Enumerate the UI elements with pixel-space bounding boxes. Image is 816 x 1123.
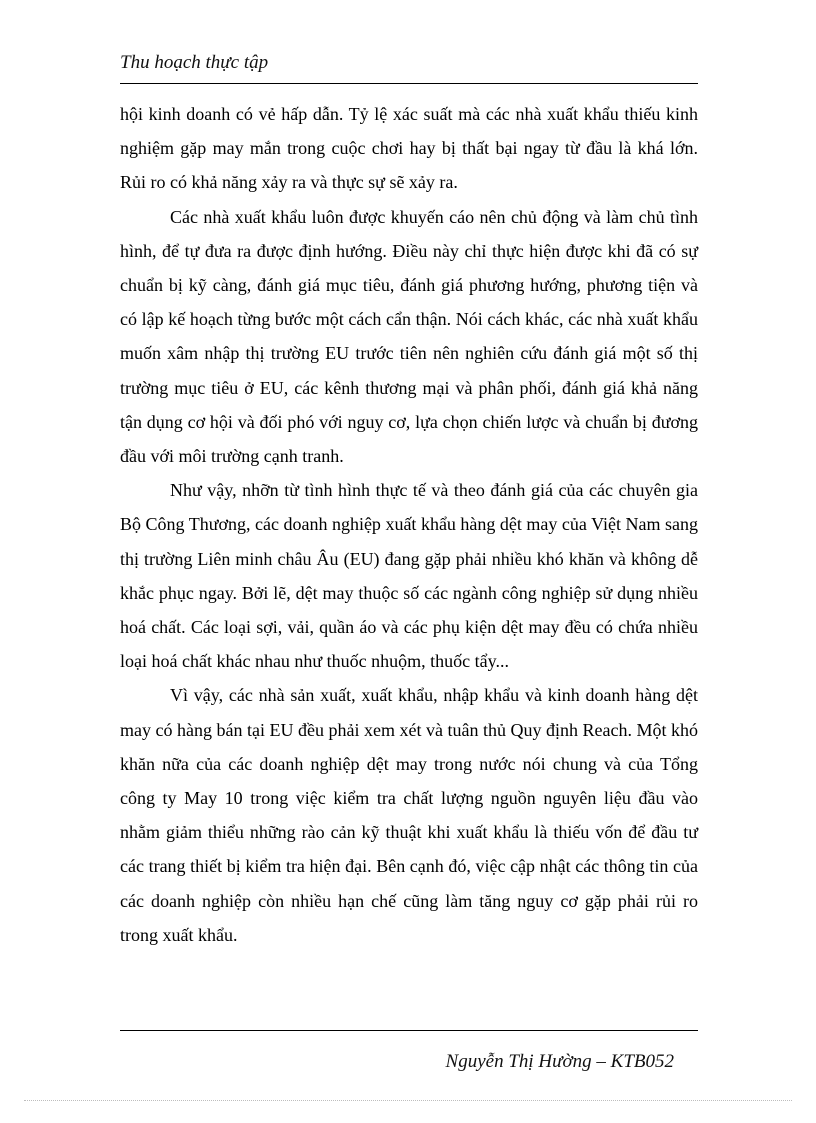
header-divider	[120, 83, 698, 84]
document-body	[120, 97, 698, 952]
footer-author: Nguyễn Thị Hường – KTB052	[445, 1051, 674, 1072]
page-header-title: Thu hoạch thực tập	[120, 52, 269, 73]
paragraph-exporter-advice: Các nhà xuất khẩu luôn được khuyến cáo nên chủ động và làm chủ tình hình, để tự đưa ra được định hướng. Điều này chỉ thực hiện được khi đã có sự chuẩn bị kỹ càng, đánh giá mục tiêu, đánh giá phương hướng, phương tiện và có lập kế hoạch từng bước một cách cẩn thận. Nói cách khác, các nhà xuất khẩu muốn xâm nhập thị trường EU trước tiên nên nghiên cứu đánh giá một số thị trường mục tiêu ở EU, các kênh thương mại và phân phối, đánh giá khả năng tận dụng cơ hội và đối phó với nguy cơ, lựa chọn chiến lược và chuẩn bị đương đầu với môi trường cạnh tranh.	[120, 206, 698, 467]
page-bottom-border	[24, 1100, 792, 1101]
paragraph-continuation: hội kinh doanh có vẻ hấp dẫn. Tỷ lệ xác suất mà các nhà xuất khẩu thiếu kinh nghiệm gặp may mắn trong cuộc chơi hay bị thất bại ngay từ đầu là khá lớn. Rủi ro có khả năng xảy ra và thực sự sẽ xảy ra.	[120, 104, 698, 193]
paragraph-reach-regulation: Vì vậy, các nhà sản xuất, xuất khẩu, nhập khẩu và kinh doanh hàng dệt may có hàng bán tại EU đều phải xem xét và tuân thủ Quy định Reach. Một khó khăn nữa của các doanh nghiệp dệt may trong nước nói chung và của Tổng công ty May 10 trong việc kiểm tra chất lượng nguồn nguyên liệu đầu vào nhằm giảm thiểu những rào cản kỹ thuật khi xuất khẩu là thiếu vốn để đầu tư các trang thiết bị kiểm tra hiện đại. Bên cạnh đó, việc cập nhật các thông tin của các doanh nghiệp còn nhiều hạn chế cũng làm tăng nguy cơ gặp phải rủi ro trong xuất khẩu.	[120, 685, 698, 945]
footer-divider	[120, 1030, 698, 1031]
paragraph-difficulties: Như vậy, nhỡn từ tình hình thực tế và theo đánh giá của các chuyên gia Bộ Công Thương, các doanh nghiệp xuất khẩu hàng dệt may của Việt Nam sang thị trường Liên minh châu Âu (EU) đang gặp phải nhiều khó khăn và không dễ khắc phục ngay. Bởi lẽ, dệt may thuộc số các ngành công nghiệp sử dụng nhiều hoá chất. Các loại sợi, vải, quần áo và các phụ kiện dệt may đều có chứa nhiều loại hoá chất khác nhau như thuốc nhuộm, thuốc tẩy...	[120, 480, 698, 672]
